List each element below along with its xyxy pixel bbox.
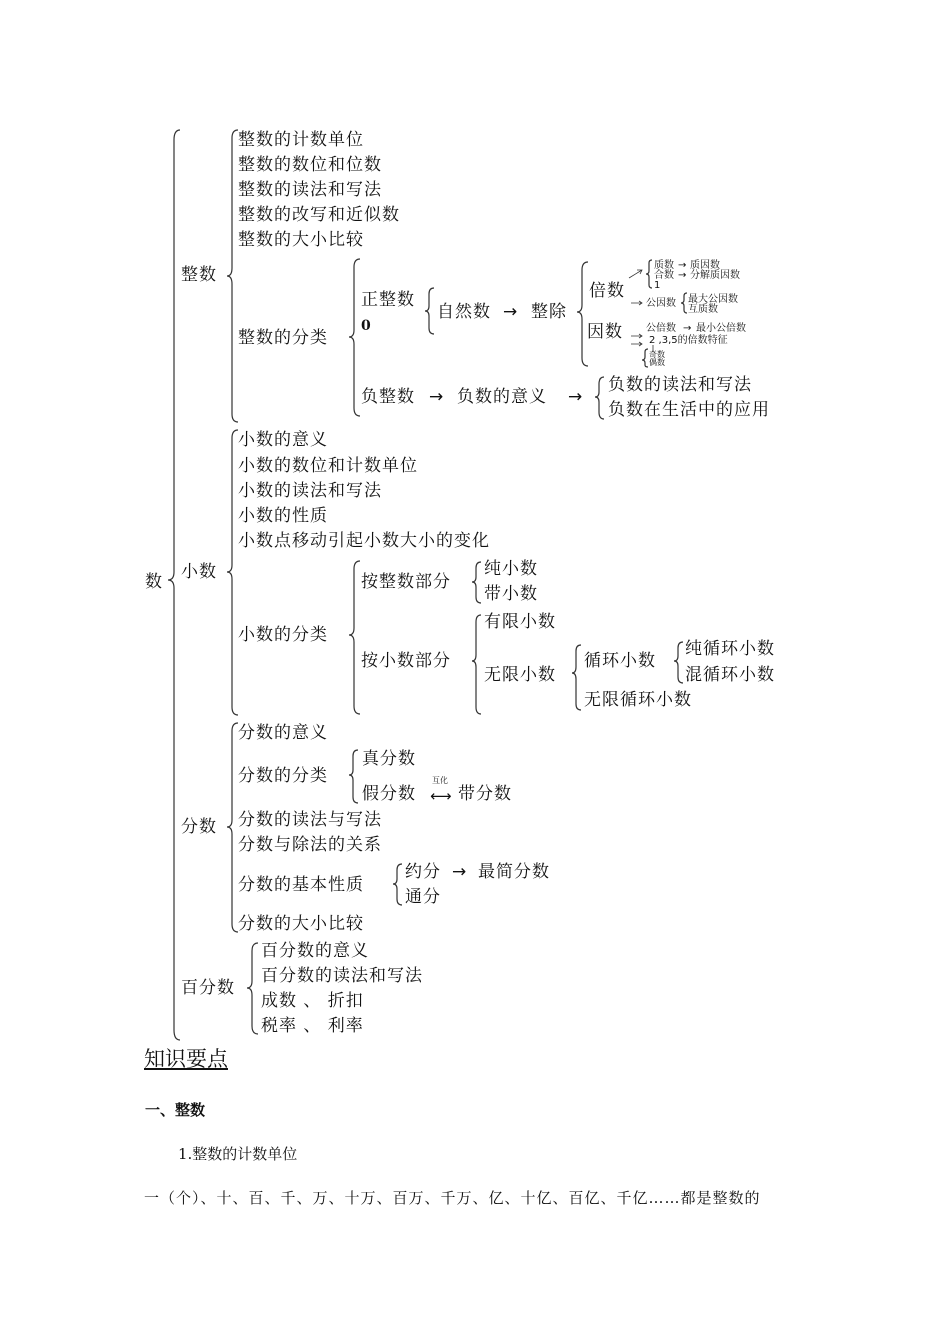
- decimal-item: 小数点移动引起小数大小的变化: [238, 531, 490, 551]
- decimal-classification-label: 小数的分类: [238, 625, 328, 645]
- improper-fraction: 假分数: [362, 784, 416, 804]
- percent-item: 税率 、 利率: [261, 1016, 364, 1036]
- mixed-decimal: 带小数: [484, 584, 538, 604]
- lcm-label: 最小公倍数: [696, 323, 746, 334]
- factorize-label: 分解质因数: [690, 270, 740, 281]
- arrow-icon: →: [683, 323, 692, 334]
- zero-label: 0: [361, 318, 372, 334]
- decimal-item: 小数的数位和计数单位: [238, 456, 418, 476]
- integer-item: 整数的大小比较: [238, 230, 364, 250]
- natural-number: 自然数: [437, 302, 491, 322]
- fraction-basic-property: 分数的基本性质: [238, 875, 364, 895]
- mixed-fraction: 带分数: [458, 784, 512, 804]
- decimal-item: 小数的意义: [238, 430, 328, 450]
- body-paragraph: 一（个）、十、百、千、万、十万、百万、千万、亿、十亿、百亿、千亿……都是整数的: [144, 1189, 761, 1207]
- fraction-classification: 分数的分类: [238, 766, 328, 786]
- fraction-meaning: 分数的意义: [238, 723, 328, 743]
- by-decimal-part: 按小数部分: [361, 651, 451, 671]
- section-title: 一、整数: [145, 1101, 206, 1119]
- decimal-label: 小数: [181, 562, 217, 582]
- integer-item: 整数的数位和位数: [238, 155, 382, 175]
- common-denominator: 通分: [405, 887, 441, 907]
- mutual-label: 互化: [432, 776, 448, 785]
- arrow-icon: →: [429, 387, 445, 407]
- arrow-icon: →: [678, 260, 687, 271]
- by-integer-part: 按整数部分: [361, 572, 451, 592]
- divisibility-traits-label: 2 ,3,5的倍数特征: [649, 335, 728, 346]
- fraction-rw: 分数的读法与写法: [238, 810, 382, 830]
- fraction-division: 分数与除法的关系: [238, 835, 382, 855]
- simplest-fraction: 最简分数: [478, 862, 550, 882]
- integer-item: 整数的改写和近似数: [238, 205, 400, 225]
- integer-label: 整数: [181, 265, 217, 285]
- positive-integer: 正整数: [361, 290, 415, 310]
- integer-item: 整数的读法和写法: [238, 180, 382, 200]
- mixed-recurring: 混循环小数: [685, 665, 775, 685]
- pure-recurring: 纯循环小数: [685, 639, 775, 659]
- negative-use: 负数在生活中的应用: [608, 400, 770, 420]
- fraction-compare: 分数的大小比较: [238, 914, 364, 934]
- decimal-item: 小数的读法和写法: [238, 481, 382, 501]
- infinite-decimal: 无限小数: [484, 665, 556, 685]
- prime-label: 质数: [654, 260, 674, 271]
- composite-label: 合数: [654, 270, 674, 281]
- divisible-label: 整除: [531, 302, 567, 322]
- percent-item: 百分数的读法和写法: [261, 966, 423, 986]
- non-recurring: 无限循环小数: [584, 690, 692, 710]
- arrow-icon: →: [568, 387, 584, 407]
- double-arrow-icon: ⟷: [430, 787, 453, 805]
- multiple-label: 倍数: [589, 281, 625, 301]
- negative-meaning: 负数的意义: [457, 387, 547, 407]
- odd-label: 奇数: [649, 350, 665, 359]
- coprime-label: 互质数: [688, 304, 718, 315]
- gcf-label: 最大公因数: [688, 294, 738, 305]
- negative-integer: 负整数: [361, 387, 415, 407]
- percent-item: 成数 、 折扣: [261, 991, 364, 1011]
- percent-label: 百分数: [181, 978, 235, 998]
- decimal-item: 小数的性质: [238, 506, 328, 526]
- proper-fraction: 真分数: [362, 749, 416, 769]
- common-multiple-label: 公倍数: [646, 323, 676, 334]
- fraction-label: 分数: [181, 817, 217, 837]
- common-factor-label: 公因数: [646, 298, 676, 309]
- root-label: 数: [145, 572, 163, 592]
- pure-decimal: 纯小数: [484, 559, 538, 579]
- percent-item: 百分数的意义: [261, 941, 369, 961]
- negative-rw: 负数的读法和写法: [608, 375, 752, 395]
- page-heading: 知识要点: [144, 1047, 228, 1071]
- even-label: 偶数: [649, 358, 665, 367]
- arrow-icon: →: [678, 270, 687, 281]
- recurring-decimal: 循环小数: [584, 651, 656, 671]
- integer-item: 整数的计数单位: [238, 130, 364, 150]
- one-label: 1: [654, 280, 661, 291]
- factor-label: 因数: [587, 322, 623, 342]
- arrow-icon: →: [452, 862, 468, 882]
- reduce-label: 约分: [405, 862, 441, 882]
- prime-factor-label: 质因数: [690, 260, 720, 271]
- subsection-title: 1.整数的计数单位: [178, 1145, 298, 1163]
- integer-classification-label: 整数的分类: [238, 328, 328, 348]
- arrow-icon: →: [503, 302, 519, 322]
- finite-decimal: 有限小数: [484, 612, 556, 632]
